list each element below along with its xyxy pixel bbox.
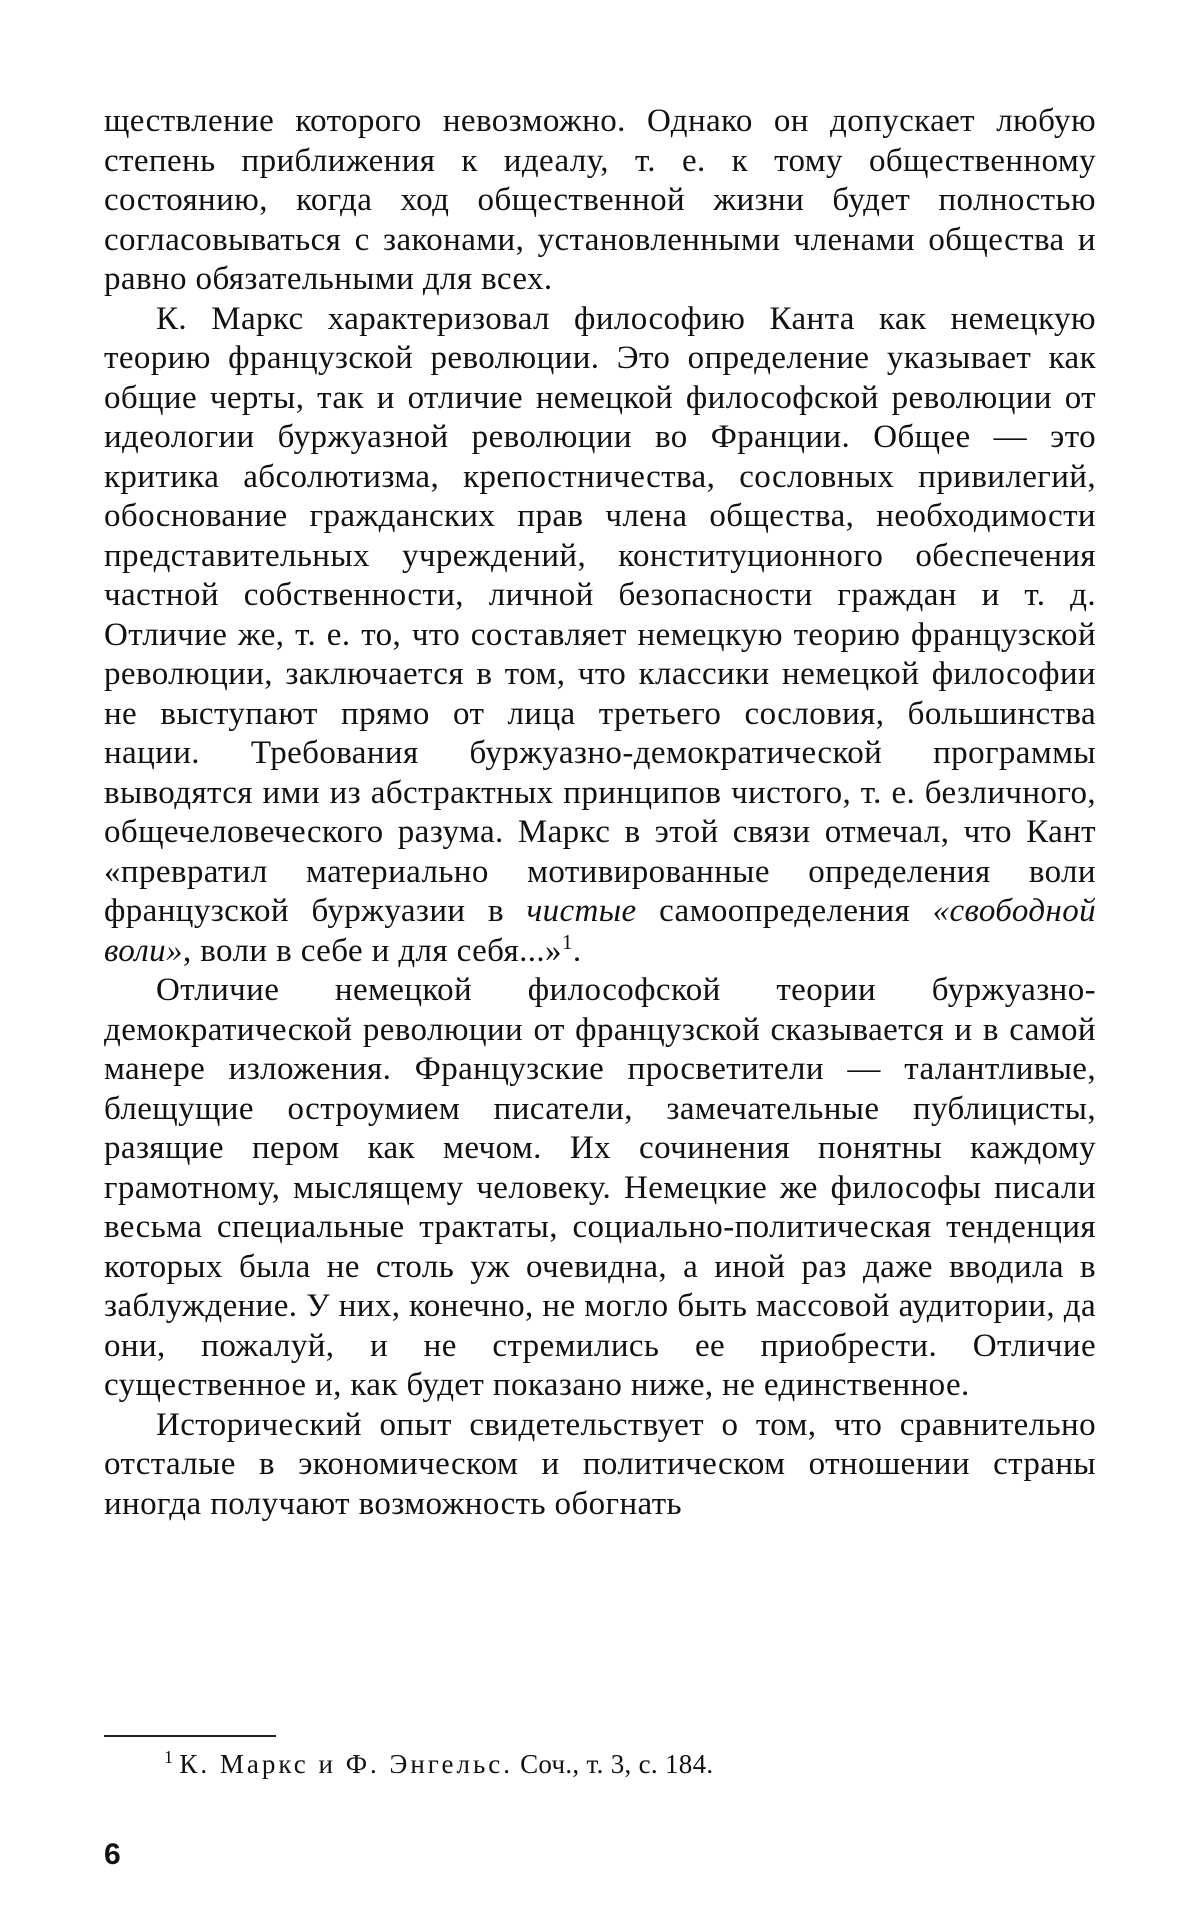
quote-plain-2: , воли в себе и для себя...» [182, 932, 562, 969]
italic-chistye: чистые [526, 893, 637, 929]
footnote-divider [104, 1735, 276, 1737]
page-body [104, 102, 1096, 1524]
footnote-source: Соч., т. 3, с. 184. [513, 1749, 714, 1779]
quote-plain-1: самоопределения [636, 893, 933, 929]
paragraph-marx-kant-text: К. Маркс характеризовал философию Канта как немецкую теорию французской революции. Это определение указывает как общие черты, так и отличие немецкой философской революции от идеологии буржуазной революции во Франции. Общее — это критика абсолютизма, крепостничества, сословных привилегий, обоснование гражданских прав члена общества, необходимости представительных учреждений, конституционного обеспечения частной собственности, личной безопасности граждан и т. д. Отличие же, т. е. то, что составляет немецкую теорию французской революции, заключается в том, что классики немецкой философии не выступают прямо от лица третьего сословия, большинства нации. Требования буржуазно-демократической программы выводятся ими из абстрактных принципов чистого, т. е. безличного, общечеловеческого разума. Маркс в этой связи отмечал, что Кант «превратил материально мотивированные определения воли французской буржуазии в [104, 300, 1096, 929]
paragraph-continuation: ществление которого невозможно. Однако он допускает любую степень приближения к идеалу, т. е. к тому общественному состоянию, когда ход общественной жизни будет полностью согласовываться с законами, установленными членами общества и равно обязательными для всех. [104, 103, 1096, 297]
paragraph-difference: Отличие немецкой философской теории буржуазно-демократической революции от французской сказывается и в самой манере изложения. Французские просветители — талантливые, блещущие остроумием писатели, замечательные публицисты, разящие пером как мечом. Их сочинения понятны каждому грамотному, мыслящему человеку. Немецкие же философы писали весьма специальные трактаты, социально-политическая тенденция которых была не столь уж очевидна, а иной раз даже вводила в заблуждение. У них, конечно, не могло быть массовой аудитории, да они, пожалуй, и не стремились ее приобрести. Отличие существенное и, как будет показано ниже, не единственное. [104, 972, 1096, 1403]
page-number: 6 [104, 1838, 121, 1871]
italic-svobodnoy-voli: «свободной воли» [104, 893, 1097, 969]
footnote-reference: 1 [561, 929, 573, 954]
footnote-number: 1 [164, 1747, 174, 1767]
quote-end: . [572, 932, 582, 969]
footnote [164, 1748, 713, 1780]
footnote-authors: К. Маркс и Ф. Энгельс. [179, 1749, 514, 1779]
paragraph-historical: Исторический опыт свидетельствует о том, что сравнительно отсталые в экономическом и политическом отношении страны иногда получают возможность обогнать [104, 1406, 1096, 1522]
paragraph-marx-kant [104, 300, 1096, 972]
